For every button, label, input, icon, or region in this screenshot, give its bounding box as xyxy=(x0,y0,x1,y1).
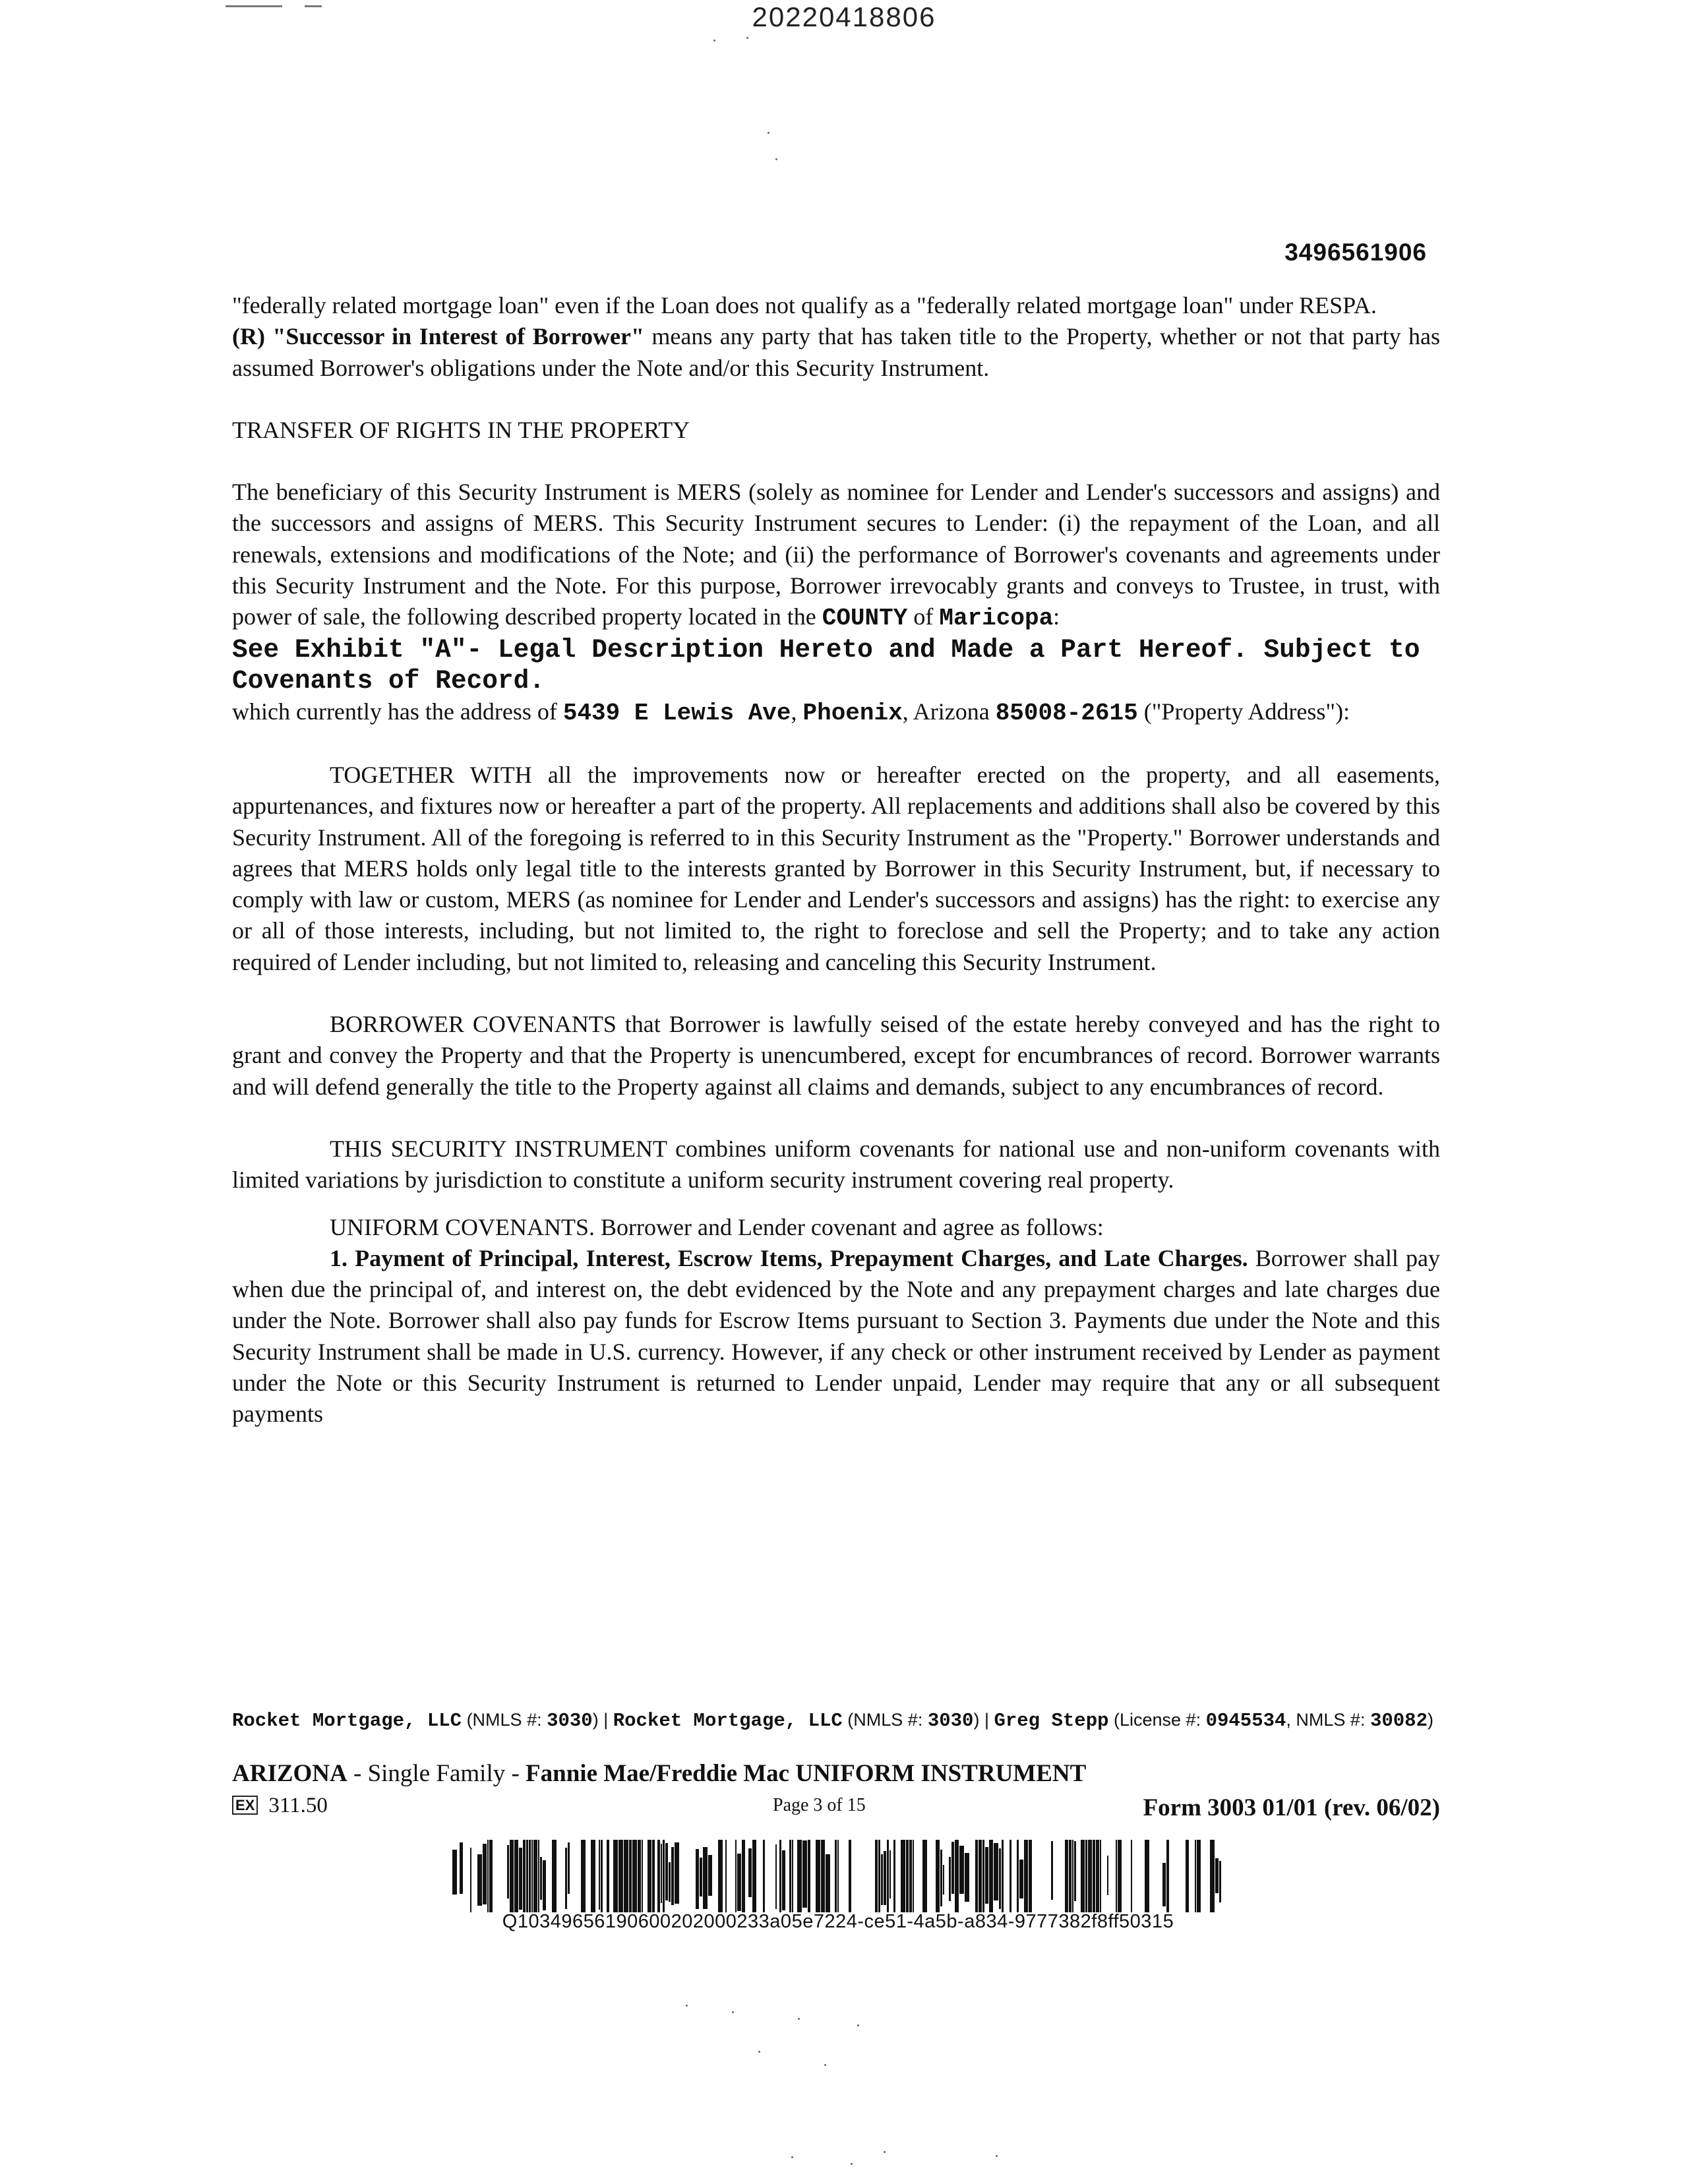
form-type: - Single Family - xyxy=(347,1760,526,1787)
lender-name-1: Rocket Mortgage, LLC xyxy=(232,1710,462,1732)
beneficiary-text: The beneficiary of this Security Instrument is MERS (solely as nominee for Lender and Lender's successors and assigns) and the successors and assigns of MERS. This Security Instrument secures to Lender: (i) the repayment of the Loan, and all renewals, extensions and modifications of the Note; and (ii) the performance of Borrower's covenants and agreements under this Security Instrument and the Note. For this purpose, Borrower irrevocably grants and conveys to Trustee, in trust, with power of sale, the following described property located in the xyxy=(232,479,1440,630)
paragraph-borrower-covenants: BORROWER COVENANTS that Borrower is lawfully seised of the estate hereby conveyed and has the right to grant and convey the Property and that the Property is unencumbered, except for encumbrances of record. Borrower warrants and will defend generally the title to the Property against all claims and demands, subject to any encumbrances of record. xyxy=(232,1011,1440,1100)
scan-speck xyxy=(791,2156,793,2158)
paragraph-this-security: THIS SECURITY INSTRUMENT combines uniform covenants for national use and non-uniform covenants with limited variations by jurisdiction to constitute a uniform security instrument covering real property. xyxy=(232,1135,1440,1194)
address-suffix: ("Property Address"): xyxy=(1137,698,1350,725)
scan-speck xyxy=(824,2064,826,2066)
separator-2: ) | xyxy=(973,1710,994,1730)
document-number: 3496561906 xyxy=(1284,239,1427,266)
paragraph-together: TOGETHER WITH all the improvements now or hereafter erected on the property, and all easements, appurtenances, and fixtures now or hereafter a part of the property. All replacements and additions shall also be covered by this Security Instrument. All of the foregoing is referred to in this Security Instrument as the "Property." Borrower understands and agrees that MERS holds only legal title to the interests granted by Borrower in this Security Instrument, but, if necessary to comply with law or custom, MERS (as nominee for Lender and Lender's successors and assigns) has the right: to exercise any or all of those interests, including, but not limited to, the right to foreclose and sell the Property; and to take any action required of Lender including, but not limited to, releasing and canceling this Security Instrument. xyxy=(232,761,1440,975)
address-zip: 85008-2615 xyxy=(995,699,1138,727)
form-instrument: Fannie Mae/Freddie Mac UNIFORM INSTRUMENT xyxy=(526,1760,1087,1787)
lender-info xyxy=(232,1708,1445,1733)
heading-transfer: TRANSFER OF RIGHTS IN THE PROPERTY xyxy=(232,416,690,443)
ex-number: 311.50 xyxy=(268,1794,328,1817)
form-title xyxy=(232,1759,1086,1788)
scan-speck xyxy=(686,2005,688,2007)
license-number: 0945534 xyxy=(1205,1710,1286,1732)
nmls-label-2: (NMLS #: xyxy=(842,1710,928,1730)
lender-name-2: Rocket Mortgage, LLC xyxy=(613,1710,843,1732)
address-prefix: which currently has the address of xyxy=(232,698,563,725)
ex-code xyxy=(232,1794,328,1818)
paragraph-address xyxy=(232,696,1440,729)
scan-speck xyxy=(758,2051,760,2053)
paragraph-uniform: UNIFORM COVENANTS. Borrower and Lender covenant and agree as follows: xyxy=(330,1213,1104,1240)
scan-speck xyxy=(851,2163,853,2165)
scan-speck xyxy=(746,37,748,39)
form-state: ARIZONA xyxy=(232,1760,347,1787)
close-paren: ) xyxy=(1427,1710,1433,1730)
barcode xyxy=(452,1840,1224,1912)
paragraph-section1 xyxy=(232,1243,1440,1430)
paragraph-beneficiary xyxy=(232,477,1440,634)
form-footer xyxy=(232,1794,1440,1824)
scan-speck xyxy=(775,158,777,160)
scan-speck xyxy=(768,132,769,134)
scan-speck xyxy=(857,2024,859,2026)
scan-speck xyxy=(798,2018,800,2020)
page-number: Page 3 of 15 xyxy=(773,1795,866,1815)
successor-text: means any party that has taken title to the Property, whether or not that party has assumed Borrower's obligations under the Note and/or this Security Instrument. xyxy=(232,323,1440,381)
nmls-label-3: , NMLS #: xyxy=(1286,1710,1370,1730)
ex-icon: EX xyxy=(232,1796,258,1815)
address-comma: , xyxy=(791,698,803,725)
nmls-number-3: 30082 xyxy=(1370,1710,1428,1732)
barcode-text: Q10349656190600202000233a05e7224-ce51-4a5b-a834-9777382f8ff50315 xyxy=(502,1911,1174,1932)
address-city: Phoenix xyxy=(802,699,903,727)
legal-description: See Exhibit "A"- Legal Description Hereto and Made a Part Hereof. Subject to Covenants of Record. xyxy=(232,634,1420,696)
form-number: Form 3003 01/01 (rev. 06/02) xyxy=(1143,1794,1440,1821)
paragraph-respa: "federally related mortgage loan" even if the Loan does not qualify as a "federally related mortgage loan" under RESPA. xyxy=(232,292,1377,318)
section1-heading: 1. Payment of Principal, Interest, Escrow Items, Prepayment Charges, and Late Charges. xyxy=(330,1244,1248,1271)
recording-number: 20220418806 xyxy=(752,1,936,32)
section1-text: Borrower shall pay when due the principal of, and interest on, the debt evidenced by the Note and any prepayment charges and late charges due under the Note. Borrower shall also pay funds for Escrow Items pursuant to Section 3. Payments due under the Note and this Security Instrument shall be made in U.S. currency. However, if any check or other instrument received by Lender as payment under the Note or this Security Instrument is returned to Lender unpaid, Lender may require that any or all subsequent payments xyxy=(232,1244,1441,1428)
document-body xyxy=(232,290,1440,1430)
scan-speck xyxy=(996,2155,998,2157)
scan-speck xyxy=(884,2151,886,2153)
scan-speck xyxy=(713,40,715,42)
officer-name: Greg Stepp xyxy=(994,1710,1109,1732)
nmls-label-1: (NMLS #: xyxy=(462,1710,547,1730)
address-state: , Arizona xyxy=(902,698,996,725)
nmls-number-2: 3030 xyxy=(927,1710,974,1732)
paragraph-successor xyxy=(232,321,1440,384)
county-end: : xyxy=(1053,603,1060,630)
successor-label: (R) "Successor in Interest of Borrower" xyxy=(232,323,644,350)
nmls-number-1: 3030 xyxy=(547,1710,593,1732)
county-type: COUNTY xyxy=(822,605,908,632)
separator-1: ) | xyxy=(592,1710,613,1730)
county-name: Maricopa xyxy=(939,605,1054,632)
address-street: 5439 E Lewis Ave xyxy=(562,699,791,727)
scan-speck xyxy=(732,2011,734,2013)
county-of: of xyxy=(907,603,940,630)
license-label: (License #: xyxy=(1108,1710,1206,1730)
